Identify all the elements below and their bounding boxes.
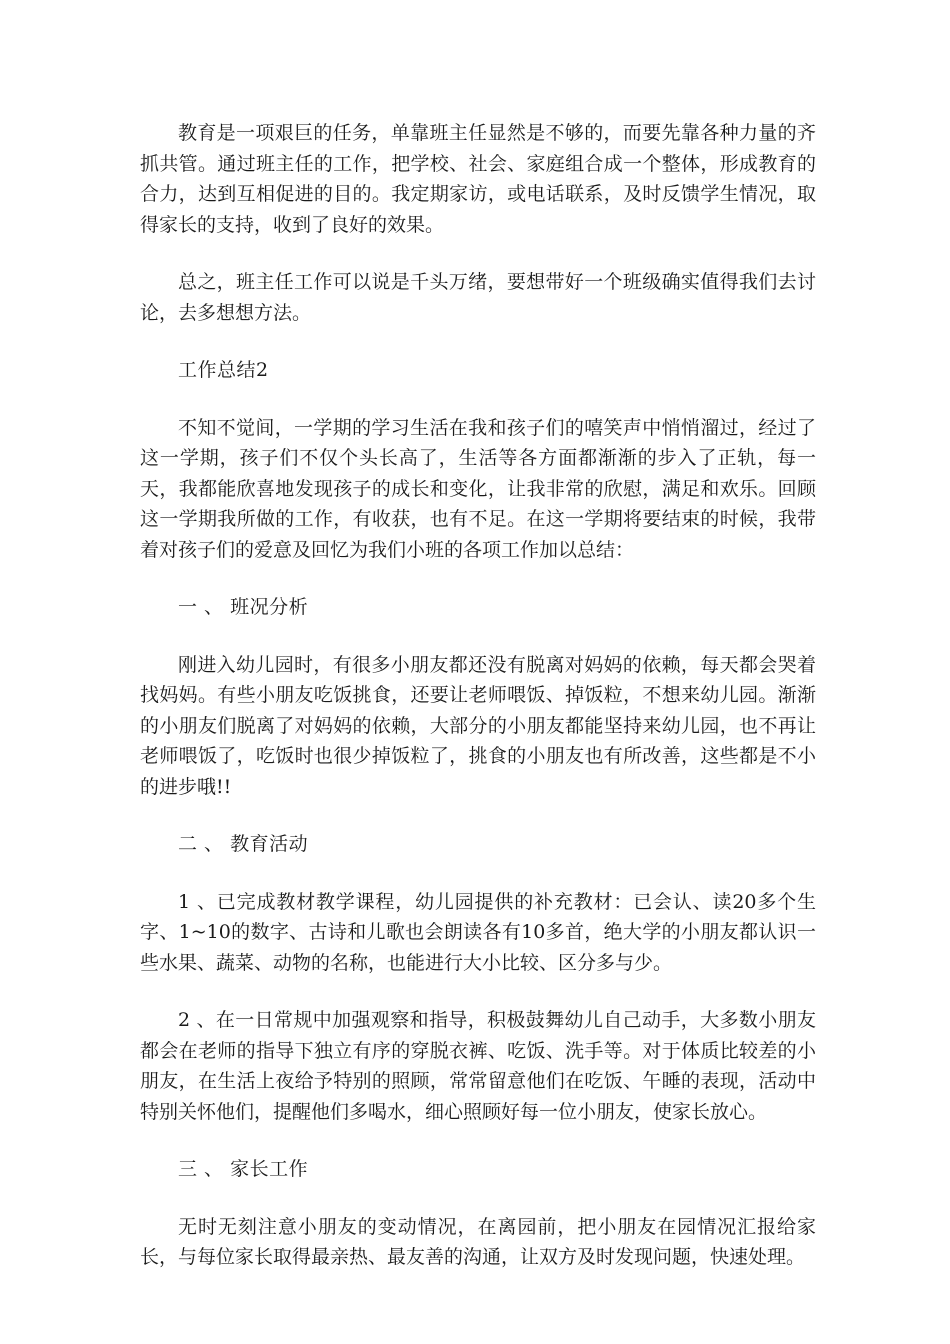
heading-education-activities: 二 、 教育活动 [178, 833, 309, 855]
heading-class-analysis: 一 、 班况分析 [178, 596, 309, 618]
paragraph-conclusion: 总之，班主任工作可以说是千头万绪，要想带好一个班级确实值得我们去讨论，去多想想方法。 [140, 271, 816, 324]
paragraph-parent-work: 无时无刻注意小朋友的变动情况，在离园前，把小朋友在园情况汇报给家长，与每位家长取得最亲热、最友善的沟通，让双方及时发现问题，快速处理。 [140, 1215, 816, 1268]
document-body [140, 118, 816, 1300]
paragraph-home-school-cooperation: 教育是一项艰巨的任务，单靠班主任显然是不够的，而要先靠各种力量的齐抓共管。通过班主任的工作，把学校、社会、家庭组合成一个整体，形成教育的合力，达到互相促进的目的。我定期家访，或电话联系，及时反馈学生情况，取得家长的支持，收到了良好的效果。 [140, 122, 816, 236]
heading-parent-work: 三 、 家长工作 [178, 1158, 309, 1180]
paragraph-class-analysis: 刚进入幼儿园时，有很多小朋友都还没有脱离对妈妈的依赖，每天都会哭着找妈妈。有些小朋友吃饭挑食，还要让老师喂饭、掉饭粒，不想来幼儿园。渐渐的小朋友们脱离了对妈妈的依赖，大部分的小朋友都能坚持来幼儿园，也不再让老师喂饭了，吃饭时也很少掉饭粒了，挑食的小朋友也有所改善，这些都是不小的进步哦!! [140, 653, 816, 798]
section-title-work-summary-2: 工作总结2 [178, 359, 269, 381]
paragraph-education-item-2: 2 、在一日常规中加强观察和指导，积极鼓舞幼儿自己动手，大多数小朋友都会在老师的指导下独立有序的穿脱衣裤、吃饭、洗手等。对于体质比较差的小朋友，在生活上夜给予特别的照顾，常常留意他们在吃饭、午睡的表现，活动中特别关怀他们，提醒他们多喝水，细心照顾好每一位小朋友，使家长放心。 [140, 1009, 816, 1123]
paragraph-semester-intro: 不知不觉间，一学期的学习生活在我和孩子们的嘻笑声中悄悄溜过，经过了这一学期，孩子们不仅个头长高了，生活等各方面都渐渐的步入了正轨，每一天，我都能欣喜地发现孩子的成长和变化，让我非常的欣慰，满足和欢乐。回顾这一学期我所做的工作，有收获，也有不足。在这一学期将要结束的时候，我带着对孩子们的爱意及回忆为我们小班的各项工作加以总结： [140, 416, 816, 561]
paragraph-education-item-1: 1 、已完成教材教学课程，幼儿园提供的补充教材：已会认、读20多个生字、1~10的数字、古诗和儿歌也会朗读各有10多首，绝大学的小朋友都认识一些水果、蔬菜、动物的名称，也能进行大小比较、区分多与少。 [140, 890, 816, 974]
